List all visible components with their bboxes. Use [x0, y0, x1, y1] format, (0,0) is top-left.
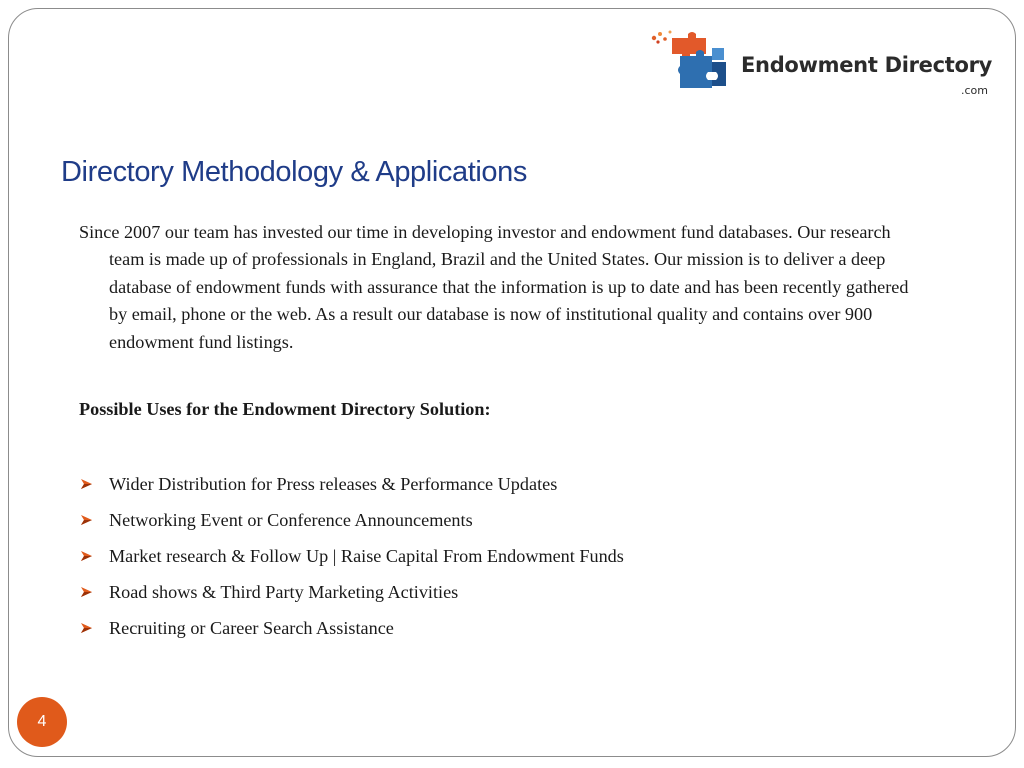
list-item [79, 616, 624, 652]
logo-suffix: .com [961, 84, 988, 97]
page-number-badge: 4 [17, 697, 67, 747]
list-item [79, 544, 624, 580]
arrowhead-bullet-icon [79, 585, 93, 599]
list-item [79, 472, 624, 508]
list-item-text: Networking Event or Conference Announcements [109, 510, 473, 530]
list-item-text: Market research & Follow Up | Raise Capital From Endowment Funds [109, 546, 624, 566]
arrowhead-bullet-icon [79, 621, 93, 635]
list-item-text: Road shows & Third Party Marketing Activities [109, 582, 459, 602]
endowment-directory-logo [650, 28, 995, 98]
list-item-text: Recruiting or Career Search Assistance [109, 618, 394, 638]
list-item [79, 580, 624, 616]
intro-paragraph: Since 2007 our team has invested our time in developing investor and endowment fund databases. Our research team is made up of professionals in England, Brazil and the United States. Our mission is to deliver a deep database of endowment funds with assurance that the information is up to date and has been recently gathered by email, phone or the web. As a result our database is now of institutional quality and contains over 900 endowment fund listings. [79, 222, 909, 352]
uses-list [79, 472, 624, 652]
slide-title: Directory Methodology & Applications [61, 156, 527, 188]
arrowhead-bullet-icon [79, 549, 93, 563]
arrowhead-bullet-icon [79, 477, 93, 491]
list-item [79, 508, 624, 544]
logo-name: Endowment Directory [741, 53, 993, 77]
puzzle-logo-icon [650, 28, 732, 90]
list-item-text: Wider Distribution for Press releases & Performance Updates [109, 474, 558, 494]
arrowhead-bullet-icon [79, 513, 93, 527]
uses-heading: Possible Uses for the Endowment Directory Solution: [79, 399, 491, 419]
